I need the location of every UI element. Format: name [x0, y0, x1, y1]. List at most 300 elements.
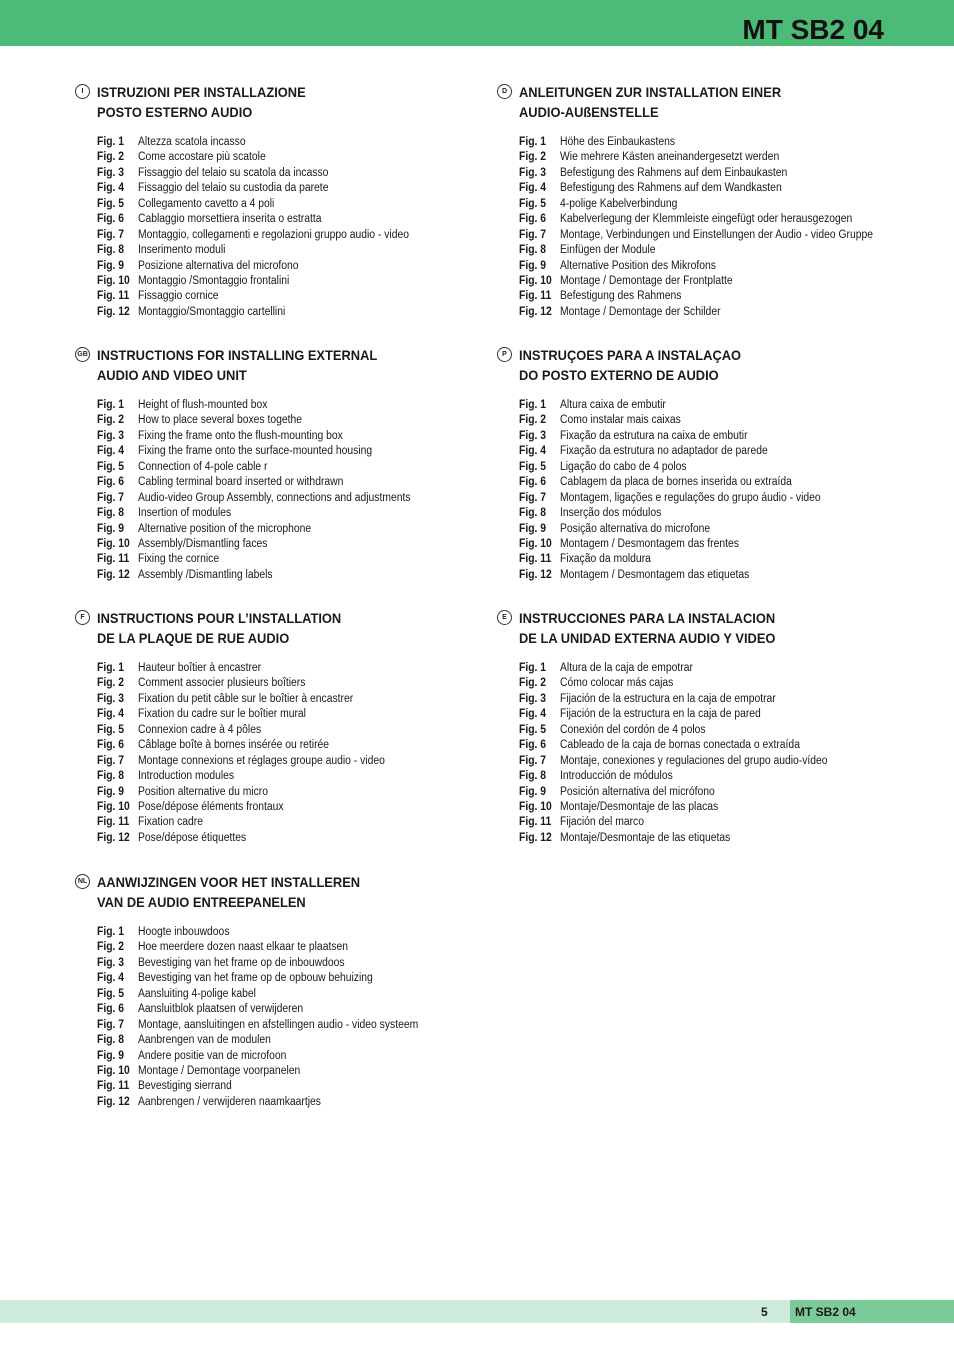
figure-description: Montaggio/Smontaggio cartellini — [138, 305, 286, 318]
footer-document-code: MT SB2 04 — [795, 1305, 856, 1319]
figure-list — [97, 398, 441, 583]
figure-description: Montagem, ligações e regulações do grupo áudio - video — [560, 491, 821, 504]
figure-list-item — [519, 444, 850, 459]
section-heading — [497, 609, 917, 649]
figure-description: Come accostare più scatole — [138, 151, 266, 164]
figure-number: Fig. 3 — [97, 692, 125, 705]
figure-description: Cablaggio morsettiera inserita o estratta — [138, 213, 322, 226]
figure-list-item — [97, 444, 441, 459]
figure-description: Hoogte inbouwdoos — [138, 926, 230, 938]
figure-description: Connection of 4-pole cable r — [138, 460, 268, 473]
figure-list-item — [519, 305, 908, 320]
figure-description: Assembly/Dismantling faces — [138, 537, 268, 550]
figure-description: Fijación de la estructura en la caja de empotrar — [560, 692, 776, 705]
figure-description: Einfügen der Module — [560, 244, 656, 257]
figure-list-item — [519, 785, 857, 800]
figure-description: Befestigung des Rahmens — [560, 290, 682, 303]
figure-list-item — [97, 228, 439, 243]
figure-description: Befestigung des Rahmens auf dem Einbaukasten — [560, 166, 788, 179]
figure-list-item — [519, 135, 908, 150]
figure-number: Fig. 10 — [97, 537, 130, 550]
figure-number: Fig. 12 — [97, 831, 130, 844]
figure-description: Conexión del cordón de 4 polos — [560, 723, 706, 736]
figure-list-item — [519, 676, 857, 691]
figure-list-item — [97, 259, 439, 274]
figure-number: Fig. 12 — [97, 1095, 130, 1108]
section-heading — [75, 609, 495, 649]
figure-description: Fixing the cornice — [138, 553, 220, 566]
figure-number: Fig. 1 — [519, 399, 547, 411]
figure-description: Como instalar mais caixas — [560, 414, 681, 427]
figure-number: Fig. 11 — [519, 816, 552, 829]
figure-number: Fig. 3 — [97, 166, 125, 179]
figure-number: Fig. 1 — [97, 136, 125, 148]
figure-list-item — [519, 522, 850, 537]
section-title-line: INSTRUCTIONS FOR INSTALLING EXTERNAL — [97, 347, 378, 363]
figure-description: Fissaggio del telaio su scatola da incasso — [138, 166, 329, 179]
figure-description: Bevestiging sierrand — [138, 1080, 232, 1093]
figure-number: Fig. 9 — [519, 785, 547, 798]
figure-list-item — [97, 429, 441, 444]
figure-number: Fig. 11 — [97, 1080, 130, 1093]
figure-number: Fig. 1 — [97, 662, 125, 674]
figure-description: Montage / Demontage der Schilder — [560, 305, 721, 318]
figure-list-item — [97, 150, 439, 165]
section-title — [97, 609, 341, 648]
figure-description: Wie mehrere Kästen aneinandergesetzt werden — [560, 151, 780, 164]
figure-number: Fig. 12 — [97, 305, 130, 318]
figure-list-item — [97, 537, 441, 552]
figure-number: Fig. 4 — [97, 972, 125, 985]
figure-list-item — [97, 676, 412, 691]
figure-description: Montagem / Desmontagem das etiquetas — [560, 568, 750, 581]
section-nl — [75, 873, 495, 1108]
language-badge: F — [75, 610, 90, 625]
section-e — [497, 609, 917, 844]
section-title-line: INSTRUÇOES PARA A INSTALAÇAO — [519, 347, 742, 363]
figure-description: Alternative Position des Mikrofons — [560, 259, 716, 272]
section-heading — [497, 346, 917, 386]
figure-description: Aansluiting 4-polige kabel — [138, 987, 256, 1000]
figure-list-item — [519, 769, 857, 784]
figure-description: Alternative position of the microphone — [138, 522, 312, 535]
figure-description: Collegamento cavetto a 4 poli — [138, 197, 275, 210]
figure-description: Montaje, conexiones y regulaciones del grupo audio-vídeo — [560, 754, 828, 767]
figure-number: Fig. 6 — [97, 1003, 125, 1016]
figure-list — [97, 661, 412, 846]
figure-list-item — [519, 475, 850, 490]
figure-number: Fig. 3 — [519, 692, 547, 705]
figure-list-item — [97, 552, 441, 567]
figure-list-item — [97, 398, 441, 413]
language-badge: I — [75, 84, 90, 99]
figure-description: Fijación del marco — [560, 816, 644, 829]
figure-number: Fig. 9 — [97, 522, 125, 535]
figure-description: Insertion of modules — [138, 507, 232, 520]
figure-number: Fig. 5 — [519, 197, 547, 210]
figure-number: Fig. 5 — [97, 723, 125, 736]
figure-number: Fig. 9 — [97, 259, 125, 272]
figure-list-item — [519, 738, 857, 753]
figure-number: Fig. 4 — [519, 708, 547, 721]
figure-description: Fixing the frame onto the surface-mounted housing — [138, 445, 373, 458]
figure-list-item — [97, 831, 412, 846]
figure-number: Fig. 7 — [97, 754, 125, 767]
language-badge: NL — [75, 874, 90, 889]
figure-list-item — [97, 1049, 449, 1064]
figure-description: How to place several boxes togethe — [138, 414, 302, 427]
section-title-line: ISTRUZIONI PER INSTALLAZIONE — [97, 84, 306, 100]
section-title-line: AANWIJZINGEN VOOR HET INSTALLEREN — [97, 874, 361, 890]
figure-description: Montaje/Desmontaje de las etiquetas — [560, 831, 731, 844]
figure-list-item — [519, 552, 850, 567]
footer-band — [0, 1300, 790, 1323]
figure-number: Fig. 11 — [97, 290, 130, 303]
section-title-line: DO POSTO EXTERNO DE AUDIO — [519, 366, 719, 383]
figure-list-item — [519, 274, 908, 289]
figure-description: Fixation du cadre sur le boîtier mural — [138, 708, 306, 721]
figure-number: Fig. 7 — [519, 228, 547, 241]
figure-number: Fig. 5 — [519, 460, 547, 473]
figure-number: Fig. 10 — [97, 274, 130, 287]
figure-number: Fig. 12 — [519, 831, 552, 844]
figure-number: Fig. 6 — [97, 739, 125, 752]
figure-number: Fig. 3 — [97, 956, 125, 969]
figure-list-item — [97, 692, 412, 707]
figure-number: Fig. 4 — [519, 445, 547, 458]
figure-list-item — [97, 212, 439, 227]
figure-description: Cómo colocar más cajas — [560, 677, 674, 690]
figure-description: 4-polige Kabelverbindung — [560, 197, 678, 210]
figure-list-item — [519, 723, 857, 738]
figure-list-item — [519, 831, 857, 846]
section-title-line: DE LA UNIDAD EXTERNA AUDIO Y VIDEO — [519, 629, 776, 646]
figure-number: Fig. 8 — [97, 244, 125, 257]
figure-number: Fig. 6 — [519, 213, 547, 226]
section-gb — [75, 346, 495, 581]
figure-list-item — [97, 460, 441, 475]
figure-list-item — [97, 243, 439, 258]
figure-description: Introduction modules — [138, 770, 235, 783]
language-badge: P — [497, 347, 512, 362]
figure-description: Posición alternativa del micrófono — [560, 785, 715, 798]
figure-list-item — [97, 754, 412, 769]
section-title — [97, 873, 360, 912]
figure-list-item — [97, 815, 412, 830]
figure-description: Fixação da moldura — [560, 553, 651, 566]
figure-number: Fig. 7 — [519, 754, 547, 767]
figure-description: Aanbrengen van de modulen — [138, 1034, 271, 1047]
figure-description: Cabling terminal board inserted or withdrawn — [138, 476, 344, 489]
section-i — [75, 83, 495, 318]
figure-number: Fig. 10 — [97, 800, 130, 813]
figure-description: Cablagem da placa de bornes inserida ou extraída — [560, 476, 792, 489]
page-number: 5 — [761, 1305, 768, 1319]
figure-list-item — [97, 971, 449, 986]
figure-list-item — [519, 506, 850, 521]
section-d — [497, 83, 917, 318]
figure-list-item — [519, 212, 908, 227]
section-title-line: ANLEITUNGEN ZUR INSTALLATION EINER — [519, 84, 782, 100]
section-title-line: VAN DE AUDIO ENTREEPANELEN — [97, 893, 306, 910]
figure-description: Altura caixa de embutir — [560, 399, 666, 411]
figure-list-item — [519, 197, 908, 212]
figure-description: Fixing the frame onto the flush-mounting box — [138, 429, 343, 442]
figure-number: Fig. 7 — [97, 228, 125, 241]
figure-list-item — [97, 738, 412, 753]
section-heading — [75, 346, 495, 386]
figure-description: Montage / Demontage der Frontplatte — [560, 274, 733, 287]
figure-list-item — [519, 228, 908, 243]
language-badge: E — [497, 610, 512, 625]
figure-number: Fig. 9 — [97, 785, 125, 798]
figure-list-item — [97, 181, 439, 196]
figure-list-item — [97, 723, 412, 738]
section-heading — [75, 83, 495, 123]
figure-list-item — [97, 413, 441, 428]
figure-description: Montaggio /Smontaggio frontalini — [138, 274, 290, 287]
figure-description: Fixation du petit câble sur le boîtier à encastrer — [138, 692, 354, 705]
figure-number: Fig. 10 — [97, 1064, 130, 1077]
figure-list-item — [519, 429, 850, 444]
section-title — [519, 83, 781, 122]
section-heading — [75, 873, 495, 913]
section-title-line: INSTRUCTIONS POUR L’INSTALLATION — [97, 610, 342, 626]
section-title — [97, 83, 306, 122]
figure-list — [97, 925, 449, 1110]
figure-list-item — [97, 166, 439, 181]
figure-description: Bevestiging van het frame op de opbouw behuizing — [138, 972, 373, 985]
figure-description: Fijación de la estructura en la caja de pared — [560, 708, 761, 721]
figure-number: Fig. 6 — [97, 476, 125, 489]
figure-number: Fig. 6 — [97, 213, 125, 226]
figure-number: Fig. 7 — [97, 1018, 125, 1031]
section-title-line: AUDIO-AUßENSTELLE — [519, 103, 659, 120]
figure-number: Fig. 1 — [97, 926, 125, 938]
figure-description: Altura de la caja de empotrar — [560, 662, 693, 674]
figure-list-item — [519, 150, 908, 165]
figure-list-item — [519, 815, 857, 830]
figure-description: Câblage boîte à bornes insérée ou retirée — [138, 739, 330, 752]
figure-number: Fig. 9 — [519, 522, 547, 535]
figure-number: Fig. 9 — [519, 259, 547, 272]
figure-description: Inserimento moduli — [138, 244, 226, 257]
document-title: MT SB2 04 — [742, 14, 884, 45]
figure-number: Fig. 8 — [519, 244, 547, 257]
figure-number: Fig. 1 — [519, 662, 547, 674]
figure-list-item — [519, 754, 857, 769]
figure-list-item — [519, 460, 850, 475]
figure-description: Fixação da estrutura no adaptador de parede — [560, 445, 768, 458]
figure-description: Befestigung des Rahmens auf dem Wandkasten — [560, 182, 782, 195]
figure-list-item — [97, 956, 449, 971]
section-f — [75, 609, 495, 844]
figure-number: Fig. 12 — [519, 305, 552, 318]
figure-number: Fig. 11 — [97, 816, 130, 829]
figure-description: Montaggio, collegamenti e regolazioni gruppo audio - video — [138, 228, 410, 241]
figure-number: Fig. 8 — [97, 1034, 125, 1047]
figure-list-item — [97, 135, 439, 150]
section-title — [519, 346, 741, 385]
figure-list-item — [519, 707, 857, 722]
figure-list-item — [97, 197, 439, 212]
figure-description: Posizione alternativa del microfono — [138, 259, 299, 272]
figure-list-item — [519, 166, 908, 181]
figure-description: Height of flush-mounted box — [138, 399, 268, 411]
figure-number: Fig. 6 — [519, 739, 547, 752]
figure-list-item — [519, 243, 908, 258]
figure-number: Fig. 11 — [97, 553, 130, 566]
figure-list-item — [97, 568, 441, 583]
figure-description: Fixação da estrutura na caixa de embutir — [560, 429, 748, 442]
figure-description: Position alternative du micro — [138, 785, 269, 798]
figure-description: Assembly /Dismantling labels — [138, 568, 273, 581]
figure-number: Fig. 4 — [97, 182, 125, 195]
section-title — [97, 346, 377, 385]
figure-number: Fig. 2 — [97, 941, 125, 954]
figure-list-item — [519, 259, 908, 274]
figure-list-item — [97, 1079, 449, 1094]
figure-list-item — [97, 785, 412, 800]
figure-description: Montage, Verbindungen und Einstellungen der Audio - video Gruppe — [560, 228, 874, 241]
figure-description: Inserção dos módulos — [560, 507, 662, 520]
figure-list — [97, 135, 439, 320]
figure-number: Fig. 10 — [519, 537, 552, 550]
figure-number: Fig. 5 — [97, 460, 125, 473]
figure-description: Hauteur boîtier à encastrer — [138, 662, 262, 674]
figure-number: Fig. 11 — [519, 290, 552, 303]
figure-number: Fig. 8 — [97, 507, 125, 520]
figure-description: Cableado de la caja de bornas conectada o extraída — [560, 739, 800, 752]
figure-list-item — [97, 1002, 449, 1017]
figure-description: Höhe des Einbaukastens — [560, 136, 676, 148]
figure-number: Fig. 2 — [97, 677, 125, 690]
figure-description: Bevestiging van het frame op de inbouwdoos — [138, 956, 345, 969]
figure-list-item — [519, 692, 857, 707]
figure-list-item — [97, 940, 449, 955]
figure-list — [519, 135, 908, 320]
figure-list-item — [97, 1095, 449, 1110]
figure-number: Fig. 5 — [97, 987, 125, 1000]
figure-number: Fig. 11 — [519, 553, 552, 566]
figure-description: Ligação do cabo de 4 polos — [560, 460, 687, 473]
figure-number: Fig. 8 — [519, 770, 547, 783]
figure-number: Fig. 2 — [519, 151, 547, 164]
figure-list — [519, 661, 857, 846]
figure-number: Fig. 3 — [519, 429, 547, 442]
figure-list-item — [97, 1064, 449, 1079]
figure-number: Fig. 5 — [519, 723, 547, 736]
figure-list-item — [97, 506, 441, 521]
figure-number: Fig. 12 — [97, 568, 130, 581]
figure-number: Fig. 2 — [519, 677, 547, 690]
figure-description: Montage connexions et réglages groupe audio - video — [138, 754, 385, 767]
figure-list-item — [519, 398, 850, 413]
figure-number: Fig. 2 — [97, 414, 125, 427]
figure-list-item — [97, 925, 449, 940]
figure-list-item — [97, 274, 439, 289]
section-title-line: POSTO ESTERNO AUDIO — [97, 103, 253, 120]
figure-description: Montage, aansluitingen en afstellingen audio - video systeem — [138, 1018, 419, 1031]
figure-description: Posição alternativa do microfone — [560, 522, 711, 535]
figure-number: Fig. 9 — [97, 1049, 125, 1062]
figure-number: Fig. 1 — [97, 399, 125, 411]
figure-list-item — [97, 769, 412, 784]
figure-list-item — [97, 491, 441, 506]
figure-list-item — [97, 661, 412, 676]
figure-description: Altezza scatola incasso — [138, 136, 246, 148]
figure-list-item — [97, 305, 439, 320]
figure-number: Fig. 2 — [97, 151, 125, 164]
figure-description: Connexion cadre à 4 pôles — [138, 723, 262, 736]
figure-list-item — [97, 1018, 449, 1033]
figure-list — [519, 398, 850, 583]
figure-description: Aanbrengen / verwijderen naamkaartjes — [138, 1095, 321, 1108]
figure-description: Andere positie van de microfoon — [138, 1049, 287, 1062]
figure-number: Fig. 5 — [97, 197, 125, 210]
figure-description: Pose/dépose étiquettes — [138, 831, 247, 844]
figure-list-item — [97, 522, 441, 537]
figure-description: Fixation cadre — [138, 816, 204, 829]
figure-number: Fig. 7 — [97, 491, 125, 504]
figure-number: Fig. 2 — [519, 414, 547, 427]
figure-description: Montagem / Desmontagem das frentes — [560, 537, 739, 550]
figure-list-item — [97, 707, 412, 722]
figure-description: Aansluitblok plaatsen of verwijderen — [138, 1003, 304, 1016]
figure-number: Fig. 12 — [519, 568, 552, 581]
section-title — [519, 609, 775, 648]
figure-number: Fig. 10 — [519, 800, 552, 813]
figure-description: Hoe meerdere dozen naast elkaar te plaatsen — [138, 941, 349, 954]
figure-list-item — [519, 661, 857, 676]
figure-list-item — [519, 800, 857, 815]
figure-list-item — [97, 1033, 449, 1048]
figure-description: Introducción de módulos — [560, 770, 673, 783]
figure-description: Montage / Demontage voorpanelen — [138, 1064, 301, 1077]
section-heading — [497, 83, 917, 123]
figure-description: Fissaggio del telaio su custodia da parete — [138, 182, 329, 195]
figure-number: Fig. 1 — [519, 136, 547, 148]
figure-description: Fissaggio cornice — [138, 290, 219, 303]
language-badge: GB — [75, 347, 90, 362]
figure-number: Fig. 8 — [519, 507, 547, 520]
figure-list-item — [519, 289, 908, 304]
figure-list-item — [519, 568, 850, 583]
figure-number: Fig. 6 — [519, 476, 547, 489]
section-p — [497, 346, 917, 581]
section-title-line: AUDIO AND VIDEO UNIT — [97, 366, 247, 383]
figure-number: Fig. 10 — [519, 274, 552, 287]
figure-description: Audio-video Group Assembly, connections and adjustments — [138, 491, 411, 504]
figure-number: Fig. 8 — [97, 770, 125, 783]
language-badge: D — [497, 84, 512, 99]
figure-description: Pose/dépose éléments frontaux — [138, 800, 284, 813]
figure-list-item — [519, 537, 850, 552]
figure-list-item — [97, 987, 449, 1002]
figure-number: Fig. 7 — [519, 491, 547, 504]
figure-list-item — [519, 491, 850, 506]
figure-number: Fig. 3 — [519, 166, 547, 179]
figure-description: Montaje/Desmontaje de las placas — [560, 800, 719, 813]
section-title-line: DE LA PLAQUE DE RUE AUDIO — [97, 629, 290, 646]
figure-description: Kabelverlegung der Klemmleiste eingefügt oder herausgezogen — [560, 213, 853, 226]
figure-number: Fig. 4 — [97, 445, 125, 458]
figure-list-item — [519, 181, 908, 196]
figure-list-item — [519, 413, 850, 428]
figure-list-item — [97, 800, 412, 815]
figure-number: Fig. 4 — [519, 182, 547, 195]
section-title-line: INSTRUCCIONES PARA LA INSTALACION — [519, 610, 776, 626]
